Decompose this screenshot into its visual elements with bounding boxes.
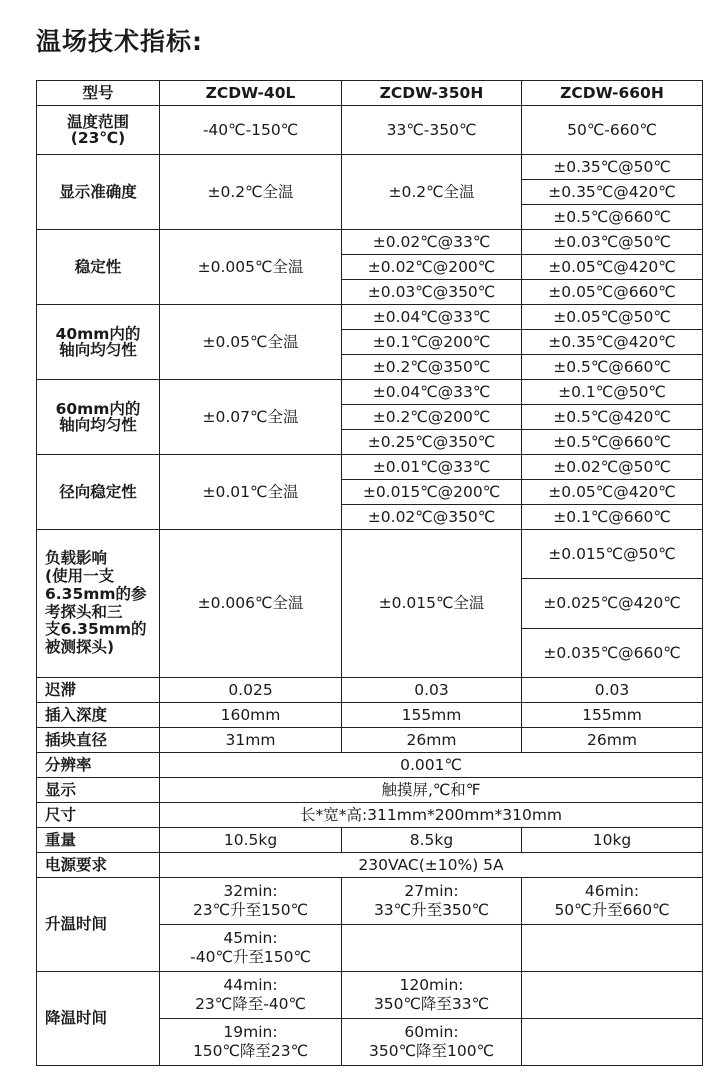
cell: ±0.1℃@50℃ [522, 380, 703, 405]
cell: ±0.02℃@50℃ [522, 455, 703, 480]
row-axial-40mm [37, 305, 703, 330]
header-model-label: 型号 [37, 81, 160, 106]
cell: 0.001℃ [160, 753, 703, 778]
cell: ±0.1℃@200℃ [342, 330, 522, 355]
cell: 长*宽*高:311mm*200mm*310mm [160, 803, 703, 828]
cell: 45min: -40℃升至150℃ [160, 925, 342, 972]
label-resolution: 分辨率 [37, 753, 160, 778]
empty-cell [342, 925, 522, 972]
cell: ±0.01℃@33℃ [342, 455, 522, 480]
row-temp-range [37, 106, 703, 155]
row-power [37, 853, 703, 878]
cell: 19min: 150℃降至23℃ [160, 1019, 342, 1066]
cell: ±0.035℃@660℃ [522, 629, 703, 678]
cell: 0.025 [160, 678, 342, 703]
cell: ±0.05℃@660℃ [522, 280, 703, 305]
cell: ±0.015℃@200℃ [342, 480, 522, 505]
row-insertion-depth [37, 703, 703, 728]
cell: ±0.2℃全温 [160, 155, 342, 230]
cell: ±0.35℃@50℃ [522, 155, 703, 180]
row-cooling-time [37, 972, 703, 1019]
cell: 10.5kg [160, 828, 342, 853]
label-weight: 重量 [37, 828, 160, 853]
cell: 触摸屏,℃和℉ [160, 778, 703, 803]
cell: 46min: 50℃升至660℃ [522, 878, 703, 925]
header-row [37, 81, 703, 106]
spec-table [36, 80, 703, 1066]
cell: 44min: 23℃降至-40℃ [160, 972, 342, 1019]
cell: ±0.35℃@420℃ [522, 330, 703, 355]
label-size: 尺寸 [37, 803, 160, 828]
label-load-effect: 负载影响 (使用一支 6.35mm的参 考探头和三 支6.35mm的 被测探头) [37, 530, 160, 678]
cell: ±0.1℃@660℃ [522, 505, 703, 530]
row-axial-60mm [37, 380, 703, 405]
label-block-diameter: 插块直径 [37, 728, 160, 753]
label-cooling-time: 降温时间 [37, 972, 160, 1066]
cell: 120min: 350℃降至33℃ [342, 972, 522, 1019]
cell: ±0.04℃@33℃ [342, 380, 522, 405]
empty-cell [522, 925, 703, 972]
cell: 0.03 [342, 678, 522, 703]
cell: ±0.015℃全温 [342, 530, 522, 678]
cell: ±0.2℃@350℃ [342, 355, 522, 380]
row-display-accuracy [37, 155, 703, 180]
label-display-accuracy: 显示准确度 [37, 155, 160, 230]
cell: ±0.02℃@33℃ [342, 230, 522, 255]
cell: ±0.015℃@50℃ [522, 530, 703, 579]
row-heating-time [37, 878, 703, 925]
row-resolution [37, 753, 703, 778]
cell: ±0.2℃全温 [342, 155, 522, 230]
row-load-effect [37, 530, 703, 579]
cell: ±0.05℃全温 [160, 305, 342, 380]
cell: 8.5kg [342, 828, 522, 853]
cell: 10kg [522, 828, 703, 853]
cell: 60min: 350℃降至100℃ [342, 1019, 522, 1066]
row-block-diameter [37, 728, 703, 753]
row-stability [37, 230, 703, 255]
row-weight [37, 828, 703, 853]
page-title: 温场技术指标: [36, 27, 203, 56]
cell: 230VAC(±10%) 5A [160, 853, 703, 878]
label-insertion-depth: 插入深度 [37, 703, 160, 728]
cell: ±0.03℃@50℃ [522, 230, 703, 255]
label-display: 显示 [37, 778, 160, 803]
cell: ±0.25℃@350℃ [342, 430, 522, 455]
cell: ±0.006℃全温 [160, 530, 342, 678]
label-power: 电源要求 [37, 853, 160, 878]
cell: 0.03 [522, 678, 703, 703]
cell: ±0.5℃@660℃ [522, 205, 703, 230]
cell: ±0.02℃@200℃ [342, 255, 522, 280]
label-heating-time: 升温时间 [37, 878, 160, 972]
label-temp-range: 温度范围 (23℃) [37, 106, 160, 155]
cell: 160mm [160, 703, 342, 728]
row-display [37, 778, 703, 803]
cell: 26mm [342, 728, 522, 753]
cell: ±0.03℃@350℃ [342, 280, 522, 305]
header-zcdw-660h: ZCDW-660H [522, 81, 703, 106]
cell: 27min: 33℃升至350℃ [342, 878, 522, 925]
cell: ±0.05℃@420℃ [522, 480, 703, 505]
cell: ±0.04℃@33℃ [342, 305, 522, 330]
cell: -40℃-150℃ [160, 106, 342, 155]
row-hysteresis [37, 678, 703, 703]
cell: 50℃-660℃ [522, 106, 703, 155]
cell: 155mm [342, 703, 522, 728]
label-stability: 稳定性 [37, 230, 160, 305]
empty-cell [522, 972, 703, 1019]
cell: ±0.5℃@420℃ [522, 405, 703, 430]
label-radial-stability: 径向稳定性 [37, 455, 160, 530]
header-zcdw-350h: ZCDW-350H [342, 81, 522, 106]
label-axial-60mm: 60mm内的 轴向均匀性 [37, 380, 160, 455]
header-zcdw-40l: ZCDW-40L [160, 81, 342, 106]
cell: ±0.07℃全温 [160, 380, 342, 455]
row-radial-stability [37, 455, 703, 480]
cell: ±0.5℃@660℃ [522, 355, 703, 380]
cell: ±0.025℃@420℃ [522, 579, 703, 629]
cell: 26mm [522, 728, 703, 753]
label-axial-40mm: 40mm内的 轴向均匀性 [37, 305, 160, 380]
cell: ±0.35℃@420℃ [522, 180, 703, 205]
cell: ±0.5℃@660℃ [522, 430, 703, 455]
label-hysteresis: 迟滞 [37, 678, 160, 703]
cell: ±0.005℃全温 [160, 230, 342, 305]
cell: ±0.2℃@200℃ [342, 405, 522, 430]
cell: 31mm [160, 728, 342, 753]
cell: 155mm [522, 703, 703, 728]
cell: ±0.02℃@350℃ [342, 505, 522, 530]
cell: ±0.01℃全温 [160, 455, 342, 530]
empty-cell [522, 1019, 703, 1066]
cell: 33℃-350℃ [342, 106, 522, 155]
row-size [37, 803, 703, 828]
cell: 32min: 23℃升至150℃ [160, 878, 342, 925]
cell: ±0.05℃@50℃ [522, 305, 703, 330]
cell: ±0.05℃@420℃ [522, 255, 703, 280]
